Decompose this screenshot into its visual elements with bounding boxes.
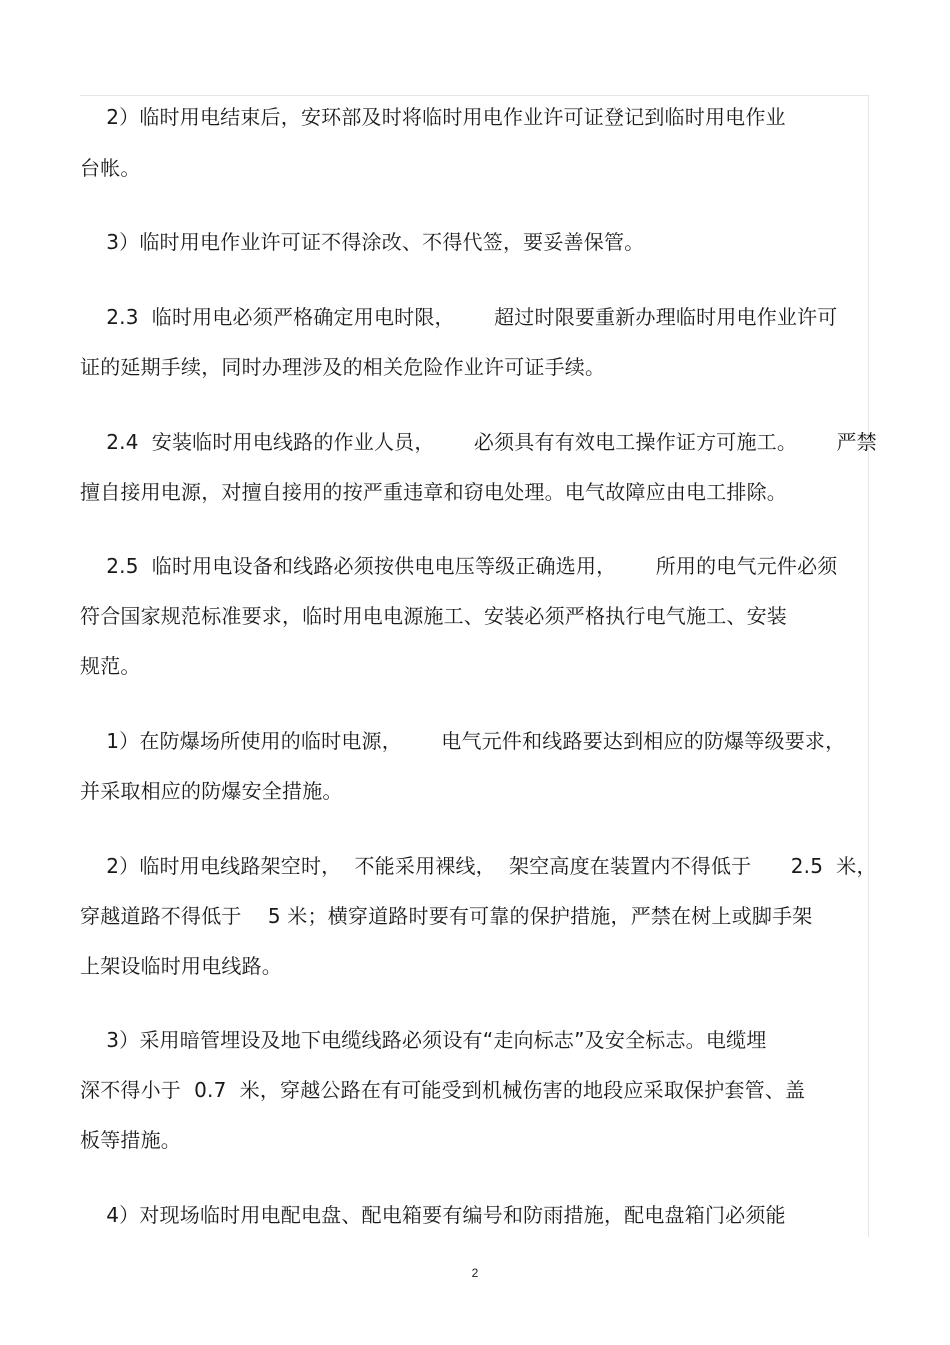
- text-line: 3）临时用电作业许可证不得涂改、不得代签，要妥善保管。: [80, 230, 645, 254]
- text-line: 4）对现场临时用电配电盘、配电箱要有编号和防雨措施，配电盘箱门必须能: [80, 1203, 786, 1227]
- text-line: 并采取相应的防爆安全措施。: [80, 779, 343, 803]
- text-line: 2.3 临时用电必须严格确定用电时限， 超过时限要重新办理临时用电作业许可: [80, 305, 838, 329]
- text-line: 符合国家规范标准要求，临时用电电源施工、安装必须严格执行电气施工、安装: [80, 604, 787, 628]
- text-line: 1）在防爆场所使用的临时电源， 电气元件和线路要达到相应的防爆等级要求，: [80, 729, 846, 753]
- text-line: 规范。: [80, 654, 141, 678]
- text-line: 2）临时用电线路架空时， 不能采用裸线， 架空高度在装置内不得低于 2.5 米，: [80, 854, 877, 878]
- page-number: 2: [471, 1266, 479, 1280]
- text-line: 证的延期手续，同时办理涉及的相关危险作业许可证手续。: [80, 355, 606, 379]
- text-line: 2.4 安装临时用电线路的作业人员， 必须具有有效电工操作证方可施工。 严禁: [80, 430, 877, 454]
- text-line: 台帐。: [80, 156, 141, 180]
- text-line: 2.5 临时用电设备和线路必须按供电电压等级正确选用， 所用的电气元件必须: [80, 554, 838, 578]
- page-frame: [80, 95, 869, 1237]
- text-line: 穿越道路不得低于 5 米；横穿道路时要有可靠的保护措施，严禁在树上或脚手架: [80, 904, 813, 928]
- text-line: 擅自接用电源，对擅自接用的按严重违章和窃电处理。电气故障应由电工排除。: [80, 480, 787, 504]
- text-line: 上架设临时用电线路。: [80, 954, 282, 978]
- text-line: 板等措施。: [80, 1128, 181, 1152]
- text-line: 深不得小于 0.7 米，穿越公路在有可能受到机械伤害的地段应采取保护套管、盖: [80, 1078, 806, 1102]
- text-line: 2）临时用电结束后，安环部及时将临时用电作业许可证登记到临时用电作业: [80, 105, 786, 129]
- text-line: 3）采用暗管埋设及地下电缆线路必须设有“走向标志”及安全标志。电缆埋: [80, 1028, 767, 1052]
